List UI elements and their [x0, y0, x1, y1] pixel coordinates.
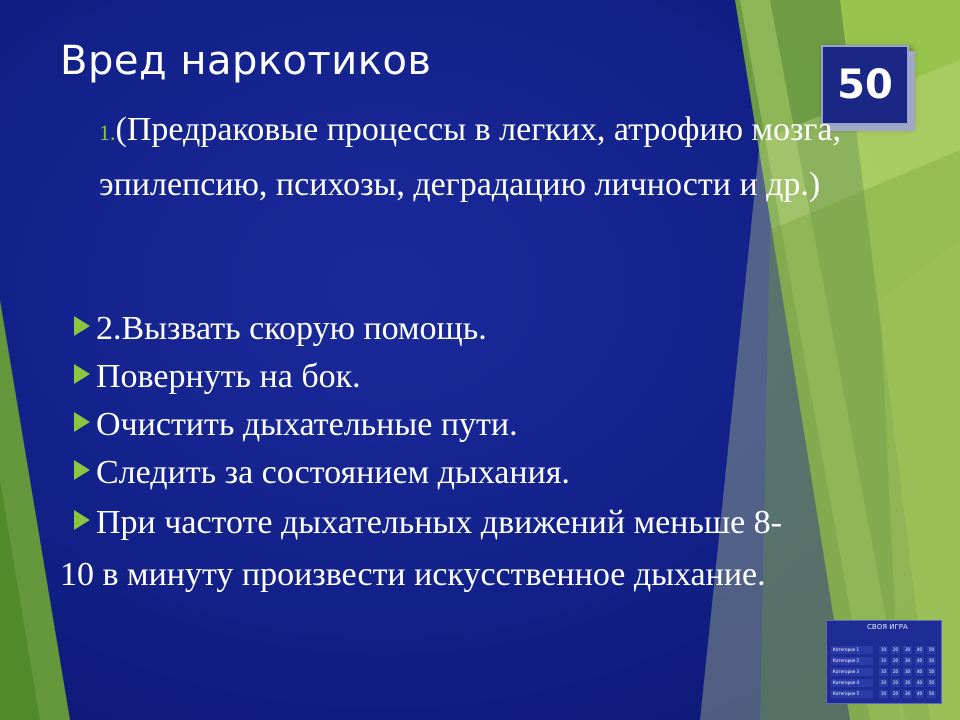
- table-row: [831, 678, 939, 688]
- points-cell: 40: [916, 658, 923, 663]
- bullet-item: [60, 353, 790, 401]
- points-cell: 10: [880, 658, 887, 663]
- table-row: [831, 667, 939, 677]
- bullet-text: 2.Вызвать скорую помощь.: [96, 310, 487, 347]
- points-cell: 30: [904, 680, 911, 685]
- category-label: Категория 1: [831, 646, 873, 654]
- bullet-item: [60, 305, 790, 353]
- bullet-arrow-icon: [74, 316, 90, 336]
- points-cell: 50: [928, 691, 935, 696]
- table-row: [831, 689, 939, 699]
- points-cell: 50: [928, 669, 935, 674]
- points-cell: 20: [892, 691, 899, 696]
- table-row: [831, 656, 939, 666]
- points-cell: 30: [904, 669, 911, 674]
- bullet-item: [60, 497, 790, 601]
- bullet-arrow-icon: [74, 510, 90, 530]
- points-cell: 20: [892, 647, 899, 652]
- bullet-arrow-icon: [74, 412, 90, 432]
- points-cell: 10: [880, 691, 887, 696]
- category-label: Категория 4: [831, 679, 873, 687]
- bullet-arrow-icon: [74, 460, 90, 480]
- points-cell: 10: [880, 669, 887, 674]
- points-cell: 40: [916, 647, 923, 652]
- bullet-arrow-icon: [74, 364, 90, 384]
- game-board-thumbnail[interactable]: [826, 620, 942, 704]
- points-cell: 10: [880, 680, 887, 685]
- points-cell: 50: [928, 647, 935, 652]
- table-row: [831, 645, 939, 655]
- numbered-item-1: [99, 104, 841, 211]
- points-cell: 50: [928, 680, 935, 685]
- points-cell: 20: [892, 658, 899, 663]
- score-value: 50: [837, 62, 893, 108]
- points-cell: 40: [916, 680, 923, 685]
- bullet-text: Очистить дыхательные пути.: [96, 406, 518, 443]
- points-cell: 10: [880, 647, 887, 652]
- bullet-item: [60, 449, 790, 497]
- item-number: 1.: [99, 120, 116, 145]
- bullet-item: [60, 401, 790, 449]
- points-cell: 40: [916, 691, 923, 696]
- points-cell: 30: [904, 658, 911, 663]
- category-label: Категория 2: [831, 657, 873, 665]
- category-label: Категория 3: [831, 668, 873, 676]
- points-cell: 20: [892, 669, 899, 674]
- slide-title: Вред наркотиков: [60, 38, 432, 84]
- category-label: Категория 5: [831, 690, 873, 698]
- points-cell: 20: [892, 680, 899, 685]
- points-cell: 30: [904, 691, 911, 696]
- thumbnail-title: СВОЯ ИГРА: [867, 623, 908, 631]
- points-cell: 50: [928, 658, 935, 663]
- item-text: (Предраковые процессы в легких, атрофию мозга, эпилепсию, психозы, деградацию личности и др.): [99, 111, 841, 203]
- points-cell: 30: [904, 647, 911, 652]
- bullet-text: При частоте дыхательных движений меньше 8-10 в минуту произвести искусственное дыхание.: [60, 504, 782, 593]
- bullet-text: Повернуть на бок.: [96, 358, 361, 395]
- bullet-list: [60, 305, 790, 601]
- bullet-text: Следить за состоянием дыхания.: [96, 454, 570, 491]
- points-cell: 40: [916, 669, 923, 674]
